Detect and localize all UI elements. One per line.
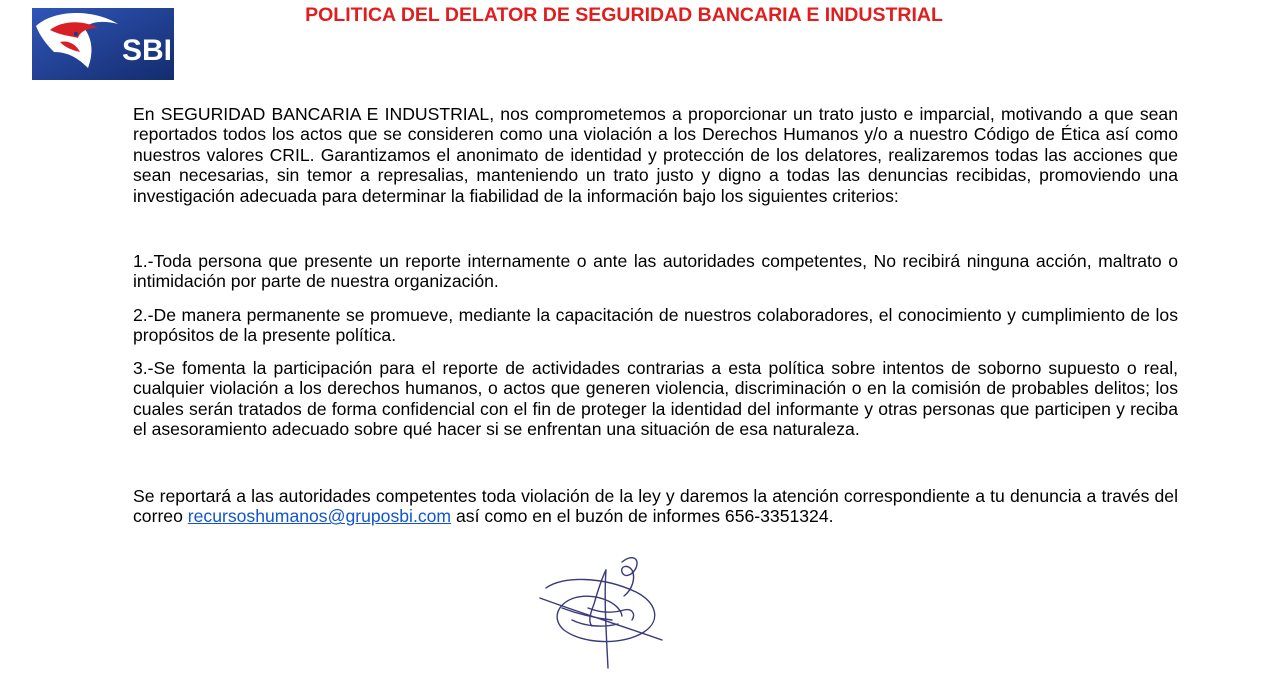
criterion-1-text: 1.-Toda persona que presente un reporte internamente o ante las autoridades competentes, No recibirá ninguna acción, maltrato o intimidación por parte de nuestra organización.	[133, 251, 1178, 292]
intro-paragraph	[133, 104, 1178, 206]
eagle-head-logo-icon	[32, 8, 174, 80]
closing-paragraph	[133, 486, 1178, 527]
intro-text: En SEGURIDAD BANCARIA E INDUSTRIAL, nos comprometemos a proporcionar un trato justo e imparcial, motivando a que sean reportados todos los actos que se consideren como una violación a los Derechos Humanos y/o a nuestro Código de Ética así como nuestros valores CRIL. Garantizamos el anonimato de identidad y protección de los delatores, realizaremos todas las acciones que sean necesarias, sin temor a represalias, manteniendo un trato justo y digno a todas las denuncias recibidas, promoviendo una investigación adecuada para determinar la fiabilidad de la información bajo los siguientes criterios:	[133, 104, 1178, 206]
sbi-logo	[32, 8, 174, 80]
criterion-2-text: 2.-De manera permanente se promueve, mediante la capacitación de nuestros colaboradores, el conocimiento y cumplimiento de los propósitos de la presente política.	[133, 305, 1178, 346]
closing-text	[133, 486, 1178, 527]
signature	[532, 548, 672, 677]
page-title: POLITICA DEL DELATOR DE SEGURIDAD BANCARIA E INDUSTRIAL	[305, 4, 943, 26]
handwritten-signature-icon	[532, 548, 672, 672]
closing-text-after: así como en el buzón de informes 656-3351324.	[451, 506, 834, 527]
criterion-3-text: 3.-Se fomenta la participación para el reporte de actividades contrarias a esta política sobre intentos de soborno supuesto o real, cualquier violación a los derechos humanos, o actos que generen violencia, discriminación o en la comisión de probables delitos; los cuales serán tratados de forma confidencial con el fin de proteger la identidad del informante y otras personas que participen y reciba el asesoramiento adecuado sobre qué hacer si se enfrentan una situación de esa naturaleza.	[133, 358, 1178, 440]
email-link[interactable]: recursoshumanos@gruposbi.com	[187, 506, 452, 527]
criterion-2	[133, 305, 1178, 346]
criterion-1	[133, 251, 1178, 292]
logo-text: SBI	[122, 34, 173, 67]
criterion-3	[133, 358, 1178, 440]
closing-text-before: Se reportará a las autoridades competentes toda violación de la ley y daremos la atención correspondiente a tu denuncia a través del correo	[133, 486, 1178, 527]
